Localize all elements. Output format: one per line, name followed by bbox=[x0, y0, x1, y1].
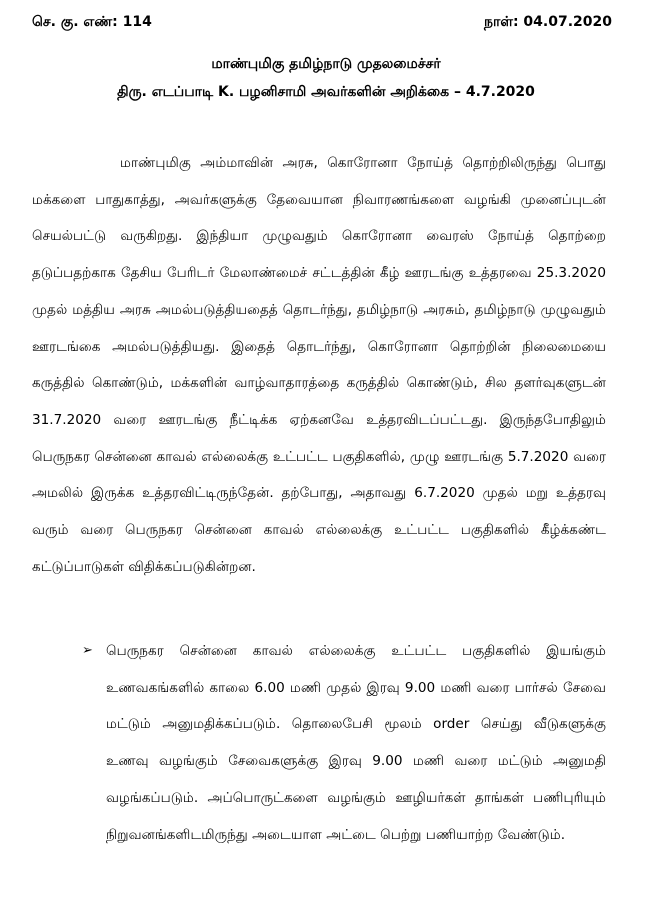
bullet-text: பெருநகர சென்னை காவல் எல்லைக்கு உட்பட்ட பகுதிகளில் இயங்கும் உணவகங்களில் காலை 6.00 மணி முதல் இரவு 9.00 மணி வரை பார்சல் சேவை மட்டும் அனுமதிக்கப்படும். தொலைபேசி மூலம் order செய்து வீடுகளுக்கு உணவு வழங்கும் சேவைகளுக்கு இரவு 9.00 மணி வரை மட்டும் அனுமதி வழங்கப்படும். அப்பொருட்களை வழங்கும் ஊழியர்கள் தாங்கள் பணிபுரியும் நிறுவனங்களிடமிருந்து அடையாள அட்டை பெற்று பணியாற்ற வேண்டும். bbox=[106, 643, 606, 843]
document-title-line-1: மாண்புமிகு தமிழ்நாடு முதலமைச்சர் bbox=[211, 56, 441, 72]
body-paragraph: மாண்புமிகு அம்மாவின் அரசு, கொரோனா நோய்த் தொற்றிலிருந்து பொது மக்களை பாதுகாத்து, அவர்களுக்கு தேவையான நிவாரணங்களை வழங்கி முனைப்புடன் செயல்பட்டு வருகிறது. இந்தியா முழுவதும் கொரோனா வைரஸ் நோய்த் தொற்றை தடுப்பதற்காக தேசிய பேரிடர் மேலாண்மைச் சட்டத்தின் கீழ் ஊரடங்கு உத்தரவை 25.3.2020 முதல் மத்திய அரசு அமல்படுத்தியதைத் தொடர்ந்து, தமிழ்நாடு அரசும், தமிழ்நாடு முழுவதும் ஊரடங்கை அமல்படுத்தியது. இதைத் தொடர்ந்து, கொரோனா தொற்றின் நிலைமையை கருத்தில் கொண்டும், மக்களின் வாழ்வாதாரத்தை கருத்தில் கொண்டும், சில தளர்வுகளுடன் 31.7.2020 வரை ஊரடங்கு நீட்டிக்க ஏற்கனவே உத்தரவிடப்பட்டது. இருந்தபோதிலும் பெருநகர சென்னை காவல் எல்லைக்கு உட்பட்ட பகுதிகளில், முழு ஊரடங்கு 5.7.2020 வரை அமலில் இருக்க உத்தரவிட்டிருந்தேன். தற்போது, அதாவது 6.7.2020 முதல் மறு உத்தரவு வரும் வரை பெருநகர சென்னை காவல் எல்லைக்கு உட்பட்ட பகுதிகளில் கீழ்க்கண்ட கட்டுப்பாடுகள் விதிக்கப்படுகின்றன. bbox=[32, 155, 606, 575]
document-date: நாள்: 04.07.2020 bbox=[484, 14, 612, 30]
arrow-bullet-icon: ➢ bbox=[82, 643, 93, 658]
bullet-list-item bbox=[82, 633, 606, 853]
document-header bbox=[32, 14, 612, 38]
document-title-line-2: திரு. எடப்பாடி K. பழனிசாமி அவர்களின் அறிக்கை – 4.7.2020 bbox=[117, 84, 535, 100]
reference-number: செ. கு. எண்: 114 bbox=[32, 14, 152, 30]
